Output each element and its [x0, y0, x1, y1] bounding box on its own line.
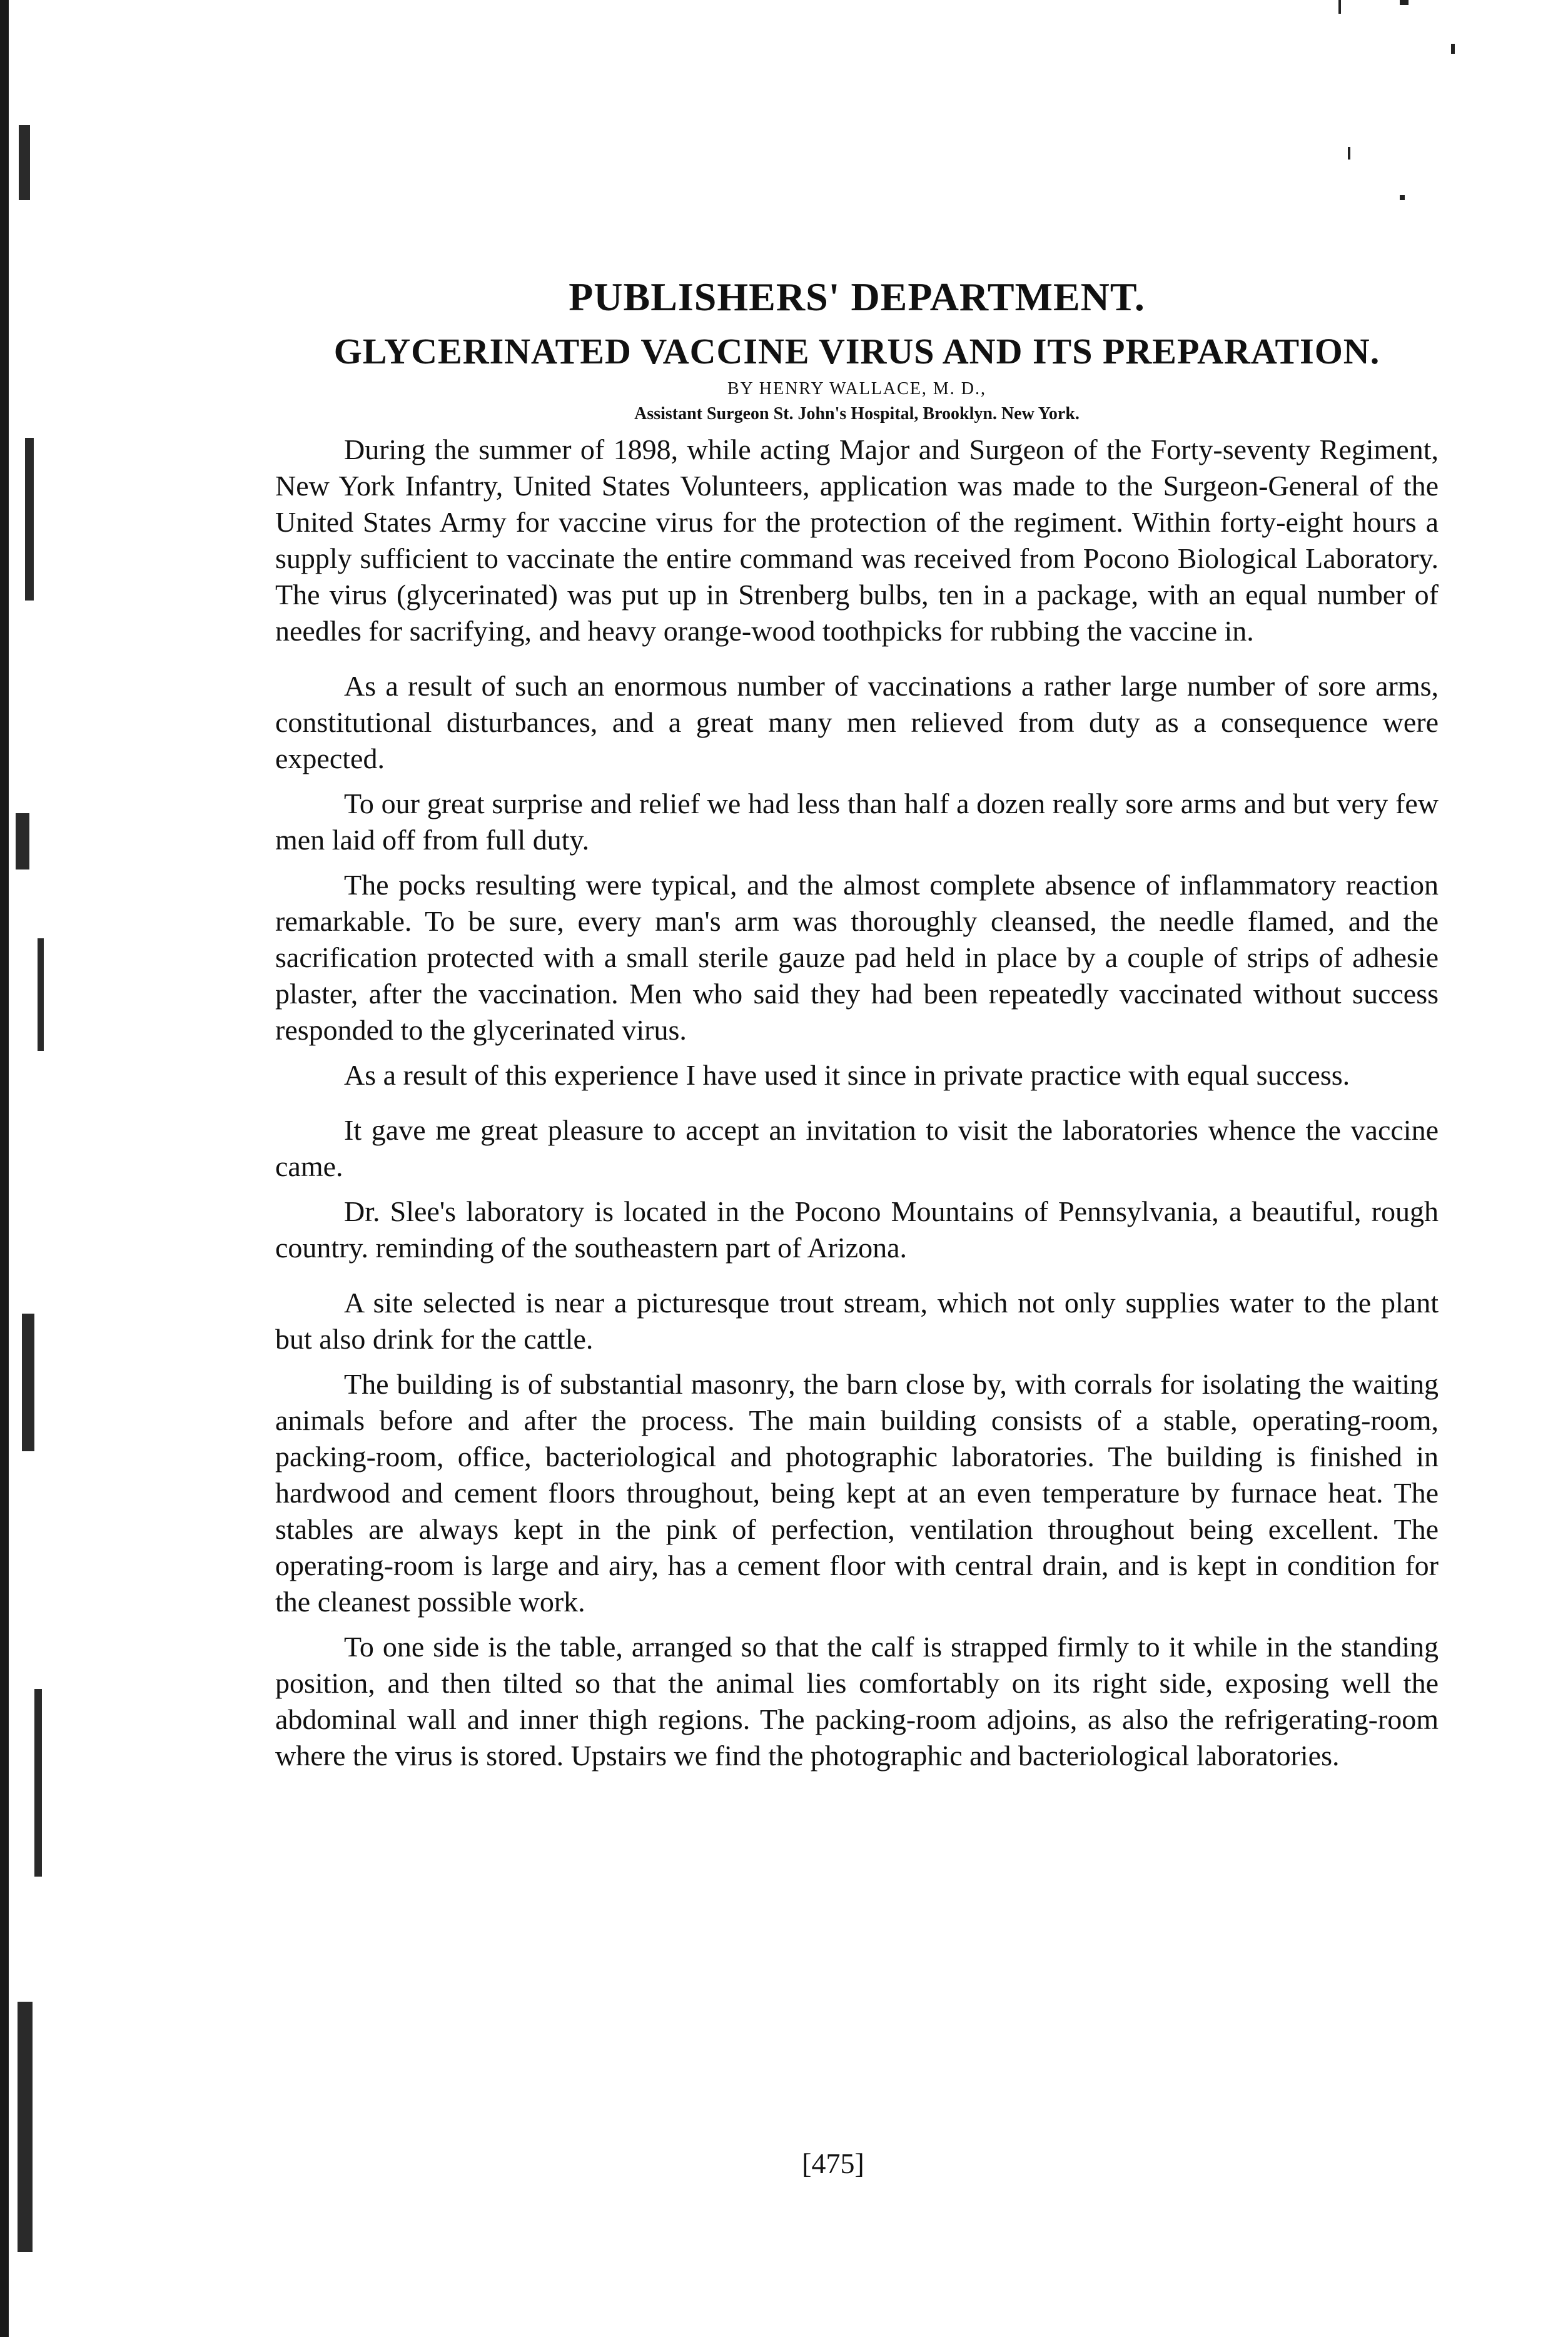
paragraph: The pocks resulting were typical, and the almost complete absence of inflammatory reaction remarkable. To be sure, every man's arm was thoroughly cleansed, the needle flamed, and the sacrification protected with a small sterile gauze pad held in place by a couple of strips of adhesie plaster, after the vaccination. Men who said they had been repeatedly vaccinated without success responded to the glycerinated virus.: [275, 869, 1439, 1047]
paragraph: The building is of substantial masonry, the barn close by, with corrals for isolating the waiting animals before and after the process. The main building consists of a stable, operating-room, packing-room, office, bacteriological and photographic laboratories. The building is finished in hardwood and cement floors throughout, being kept at an even temperature by furnace heat. The stables are always kept in the pink of perfection, ventilation throughout being excellent. The operating-room is large and airy, has a cement floor with central drain, and is kept in condition for the cleanest possible work.: [275, 1368, 1439, 1618]
paragraph: During the summer of 1898, while acting Major and Surgeon of the Forty-seventy Regiment, New York Infantry, United States Volunteers, application was made to the Surgeon-General of the United States Army for vaccine virus for the protection of the regiment. Within forty-eight hours a supply sufficient to vaccinate the entire command was received from Pocono Biological Laboratory. The virus (glycerinated) was put up in Strenberg bulbs, ten in a package, with an equal number of needles for sacrifying, and heavy orange-wood toothpicks for rubbing the vaccine in.: [275, 433, 1439, 647]
page-number: [475]: [802, 2147, 864, 2179]
paragraph: To one side is the table, arranged so that the calf is strapped firmly to it while in the standing position, and then tilted so that the animal lies comfortably on its right side, exposing well the abdominal wall and inner thigh regions. The packing-room adjoins, as also the refrigerating-room where the virus is stored. Upstairs we find the photographic and bacteriological laboratories.: [275, 1631, 1439, 1772]
department-heading: PUBLISHERS' DEPARTMENT.: [569, 275, 1145, 319]
paragraph: A site selected is near a picturesque trout stream, which not only supplies water to the plant but also drink for the cattle.: [275, 1287, 1439, 1356]
paragraph: As a result of this experience I have used it since in private practice with equal success.: [344, 1059, 1350, 1092]
author-affiliation: Assistant Surgeon St. John's Hospital, Brooklyn. New York.: [634, 404, 1080, 424]
document-page: [275, 275, 1439, 1783]
author-byline: BY HENRY WALLACE, M. D.,: [727, 379, 987, 399]
article-title: GLYCERINATED VACCINE VIRUS AND ITS PREPARATION.: [333, 331, 1380, 372]
article-body: [275, 432, 1439, 1774]
paragraph: It gave me great pleasure to accept an invitation to visit the laboratories whence the vaccine came.: [275, 1114, 1439, 1183]
paragraph: To our great surprise and relief we had less than half a dozen really sore arms and but very few men laid off from full duty.: [275, 788, 1439, 856]
paragraph: As a result of such an enormous number of vaccinations a rather large number of sore arms, constitutional disturbances, and a great many men relieved from duty as a consequence were expected.: [275, 670, 1439, 775]
scan-edge-shadow: [0, 0, 94, 2337]
paragraph: Dr. Slee's laboratory is located in the Pocono Mountains of Pennsylvania, a beautiful, rough country. reminding of the southeastern part of Arizona.: [275, 1195, 1439, 1264]
